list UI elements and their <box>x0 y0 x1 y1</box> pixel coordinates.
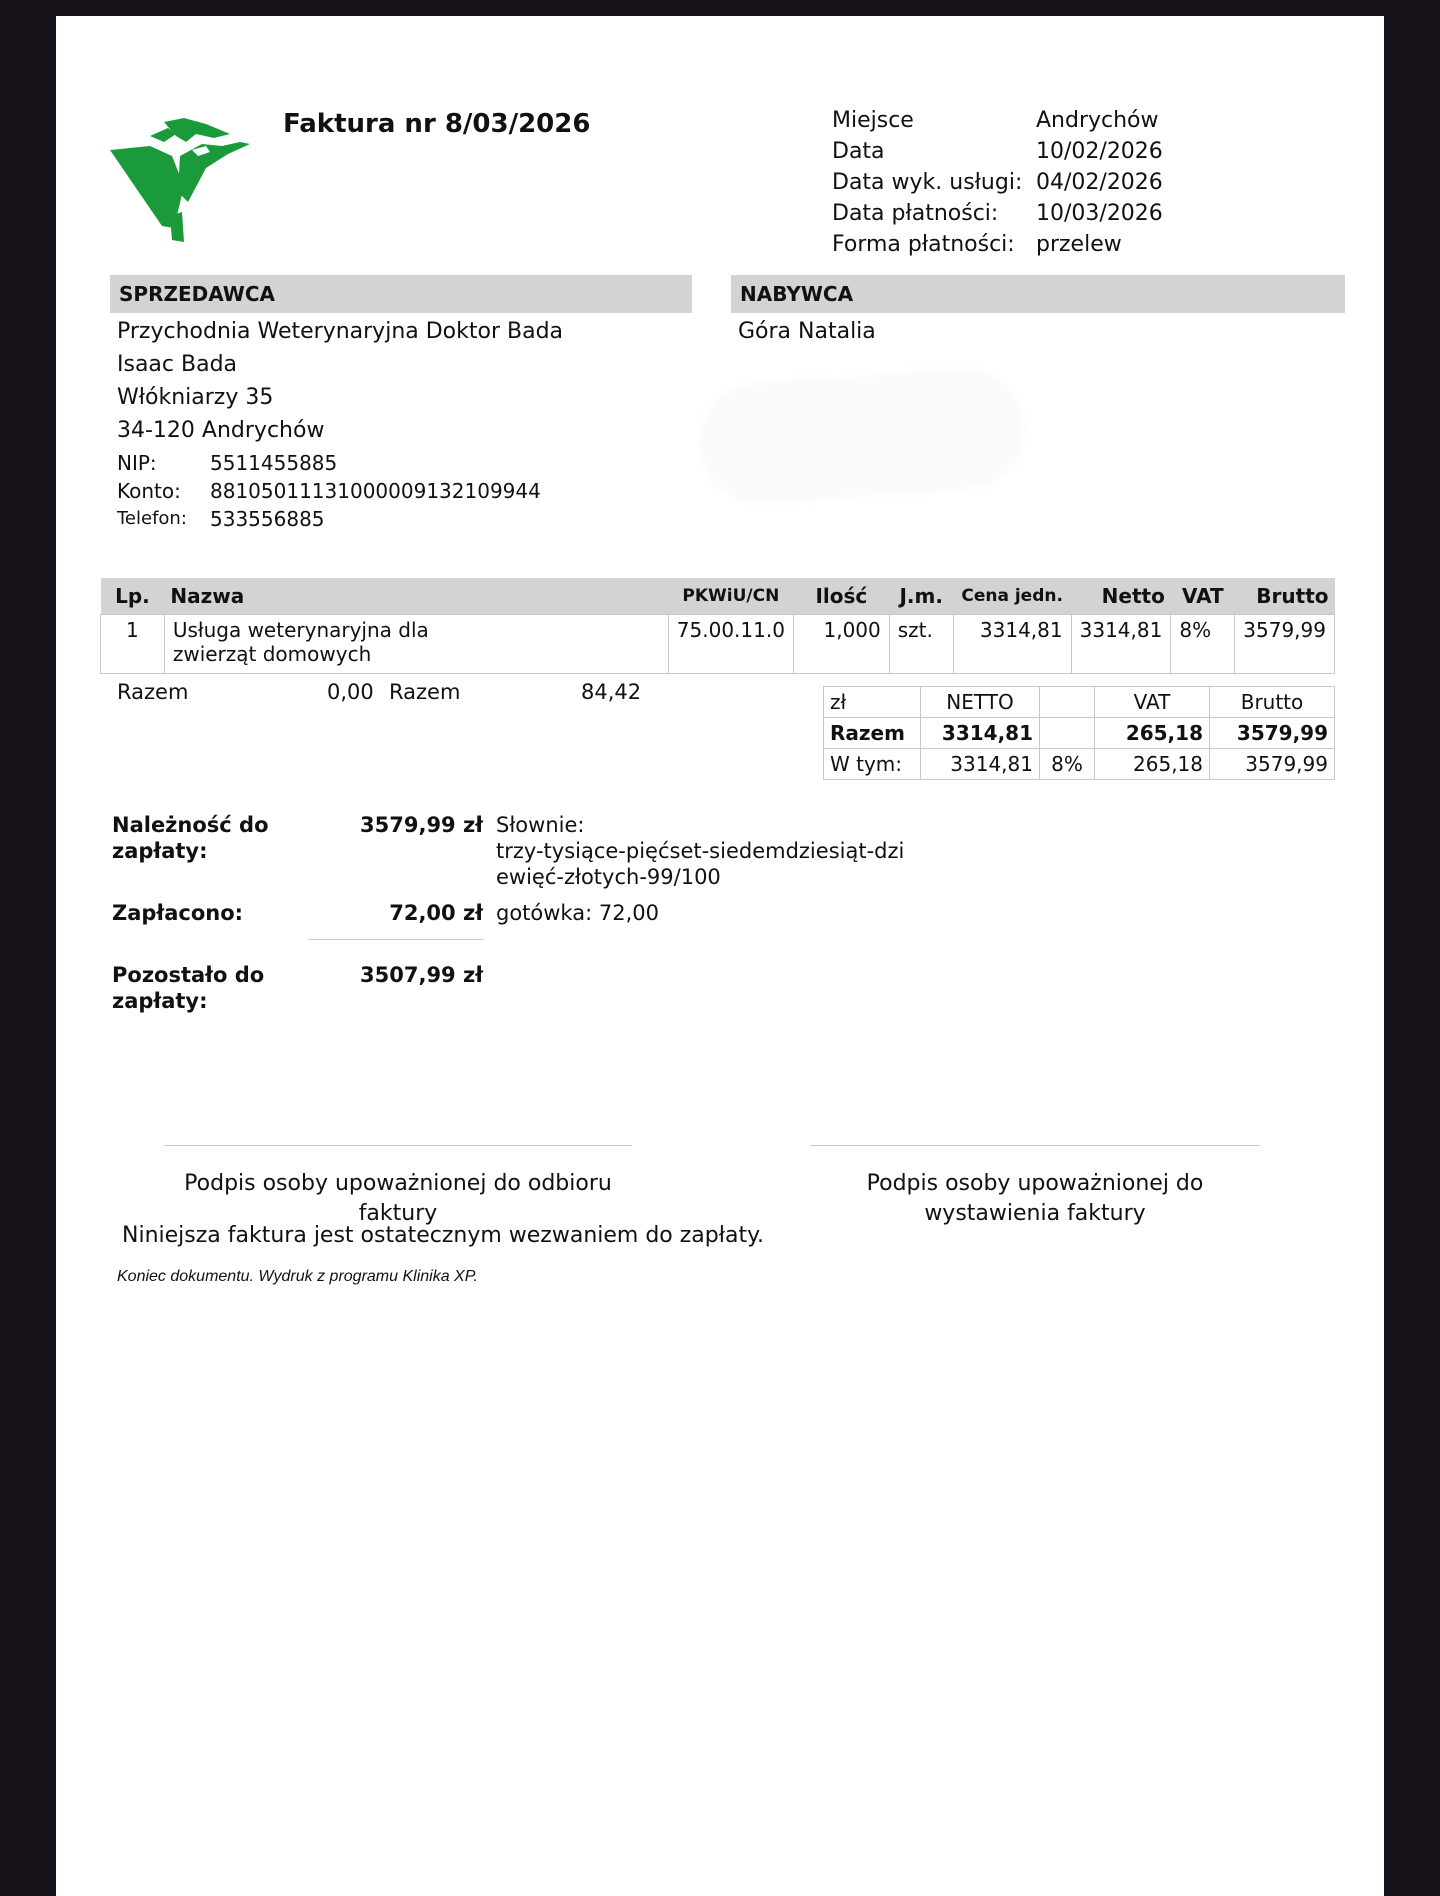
signature-line-right <box>810 1145 1260 1146</box>
cell-net: 3314,81 <box>1071 615 1171 674</box>
phone-label: Telefon: <box>117 508 187 529</box>
seller-name: Przychodnia Weterynaryjna Doktor Bada <box>117 319 564 344</box>
cell-lp: 1 <box>101 615 165 674</box>
amount-in-words <box>496 812 904 890</box>
remaining-label-line: zapłaty: <box>112 989 208 1013</box>
items-header-row <box>101 578 1335 615</box>
cell-name <box>164 615 668 674</box>
document-footer: Koniec dokumentu. Wydruk z programu Klinika XP. <box>117 1268 478 1285</box>
paid-detail: gotówka: 72,00 <box>496 901 659 925</box>
cell-vat: 8% <box>1171 615 1235 674</box>
vat-breakdown-brutto: 3579,99 <box>1210 749 1335 780</box>
paid-amount: 72,00 zł <box>389 901 483 925</box>
buyer-name: Góra Natalia <box>738 319 876 344</box>
meta-label: Forma płatności: <box>832 232 1015 257</box>
vat-brutto-header: Brutto <box>1210 687 1335 718</box>
meta-label: Data płatności: <box>832 201 999 226</box>
col-vat: VAT <box>1171 578 1235 615</box>
remaining-label-line: Pozostało do <box>112 963 265 987</box>
due-label-line: zapłaty: <box>112 839 208 863</box>
buyer-heading: NABYWCA <box>731 275 1345 313</box>
meta-value: przelew <box>1036 232 1122 257</box>
col-name: Nazwa <box>164 578 668 615</box>
account-value: 88105011131000009132109944 <box>210 479 541 503</box>
col-qty: Ilość <box>793 578 889 615</box>
invoice-title: Faktura nr 8/03/2026 <box>283 109 591 139</box>
meta-value: 10/03/2026 <box>1036 201 1163 226</box>
paid-label-text: Zapłacono: <box>112 901 244 925</box>
seller-owner: Isaac Bada <box>117 352 238 377</box>
col-unit: J.m. <box>889 578 953 615</box>
cell-unit: szt. <box>889 615 953 674</box>
vat-total-vat: 265,18 <box>1095 718 1210 749</box>
meta-value: 10/02/2026 <box>1036 139 1163 164</box>
clinic-logo-icon <box>110 116 256 246</box>
vat-breakdown-label: W tym: <box>824 749 921 780</box>
col-unit-price: Cena jedn. <box>953 578 1071 615</box>
words-label: Słownie: <box>496 813 585 837</box>
vat-netto-header: NETTO <box>921 687 1040 718</box>
due-label-line: Należność do <box>112 813 269 837</box>
invoice-page <box>56 16 1384 1896</box>
cell-gross: 3579,99 <box>1235 615 1335 674</box>
signature-line-left <box>164 1145 632 1146</box>
cell-unit-price: 3314,81 <box>953 615 1071 674</box>
vat-total-row <box>824 718 1335 749</box>
col-lp: Lp. <box>101 578 165 615</box>
vat-breakdown-rate: 8% <box>1040 749 1095 780</box>
vat-breakdown-vat: 265,18 <box>1095 749 1210 780</box>
final-notice: Niniejsza faktura jest ostatecznym wezwaniem do zapłaty. <box>122 1223 764 1248</box>
nip-value: 5511455885 <box>210 451 338 475</box>
paid-label <box>112 900 243 926</box>
vat-total-rate <box>1040 718 1095 749</box>
cell-pkwiu: 75.00.11.0 <box>668 615 793 674</box>
vat-currency: zł <box>824 687 921 718</box>
redacted-area <box>696 365 1029 507</box>
vat-breakdown-netto: 3314,81 <box>921 749 1040 780</box>
vat-total-label: Razem <box>824 718 921 749</box>
meta-label: Data wyk. usługi: <box>832 170 1023 195</box>
table-row <box>101 615 1335 674</box>
seller-heading: SPRZEDAWCA <box>110 275 692 313</box>
divider <box>308 939 484 940</box>
remaining-label <box>112 962 264 1014</box>
nip-label: NIP: <box>117 451 157 475</box>
vat-rate-header <box>1040 687 1095 718</box>
totals-left-label: Razem <box>117 680 189 704</box>
signature-receiver-label: Podpis osoby upoważnionej do odbioru faktury <box>184 1171 612 1226</box>
items-table <box>100 578 1335 674</box>
seller-address <box>117 315 563 447</box>
vat-vat-header: VAT <box>1095 687 1210 718</box>
vat-total-netto: 3314,81 <box>921 718 1040 749</box>
meta-value: 04/02/2026 <box>1036 170 1163 195</box>
signature-issuer-label: Podpis osoby upoważnionej do wystawienia faktury <box>866 1171 1204 1226</box>
totals-left <box>117 680 717 704</box>
words-line: trzy-tysiące-pięćset-siedemdziesiąt-dzi <box>496 839 905 863</box>
totals-left-label: Razem <box>389 680 461 704</box>
cell-qty: 1,000 <box>793 615 889 674</box>
vat-total-brutto: 3579,99 <box>1210 718 1335 749</box>
words-line: ewięć-złotych-99/100 <box>496 865 721 889</box>
vat-breakdown-row <box>824 749 1335 780</box>
col-net: Netto <box>1071 578 1171 615</box>
account-label: Konto: <box>117 479 181 503</box>
col-gross: Brutto <box>1235 578 1335 615</box>
item-name-line: zwierząt domowych <box>172 642 372 666</box>
meta-value: Andrychów <box>1036 108 1159 133</box>
col-pkwiu: PKWiU/CN <box>668 578 793 615</box>
seller-city: 34-120 Andrychów <box>117 418 325 443</box>
meta-label: Miejsce <box>832 108 914 133</box>
vat-summary-table <box>823 686 1335 780</box>
meta-label: Data <box>832 139 885 164</box>
seller-street: Włókniarzy 35 <box>117 385 274 410</box>
item-name-line: Usługa weterynaryjna dla <box>172 618 429 642</box>
totals-left-value: 0,00 <box>327 680 374 704</box>
totals-left-value: 84,42 <box>581 680 642 704</box>
phone-value: 533556885 <box>210 507 325 531</box>
amount-due-label <box>112 812 269 864</box>
vat-header-row <box>824 687 1335 718</box>
remaining-amount: 3507,99 zł <box>360 963 483 987</box>
amount-due-value: 3579,99 zł <box>360 813 483 837</box>
